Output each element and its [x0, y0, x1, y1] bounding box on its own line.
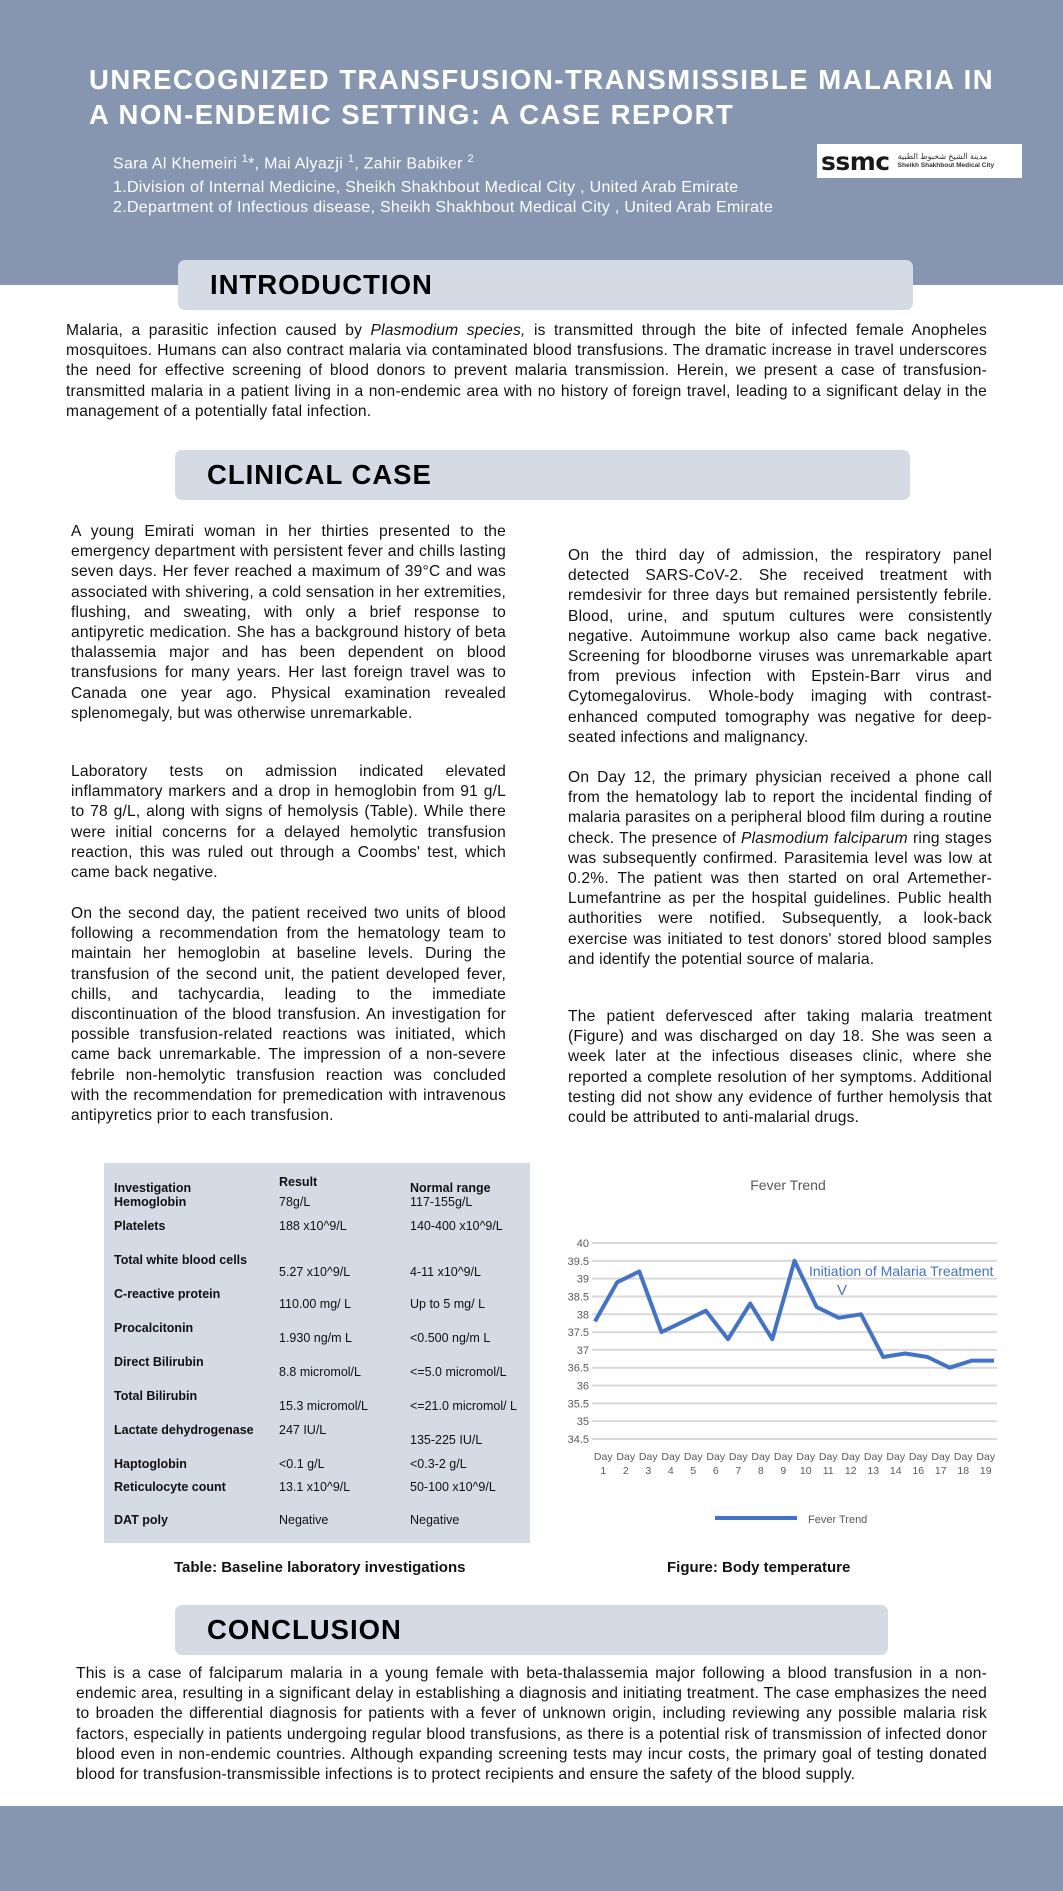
y-tick-label: 37 [576, 1344, 589, 1357]
clinical-case-heading-bar [175, 450, 910, 500]
affiliation-1: 1.Division of Internal Medicine, Sheikh Shakhbout Medical City , United Arab Emirate [113, 179, 739, 196]
table-header: Normal range [410, 1181, 491, 1195]
y-tick-label: 35.5 [567, 1398, 589, 1411]
table-row: Haptoglobin <0.1 g/L <0.3-2 g/L [114, 1457, 467, 1471]
case-paragraph-3: On the second day, the patient received two units of blood following a recommendation from the hematology team to maintain her hemoglobin at baseline levels. During the transfusion of the second unit, the patient developed fever, chills, and tachycardia, leading to the immediate discontinuation of the blood transfusion. An investigation for possible transfusion-related reactions was initiated, which came back unremarkable. The impression of a non-severe febrile non-hemolytic transfusion reaction was concluded with the recommendation for premedication with intravenous antipyretics prior to each transfusion. [71, 905, 506, 1125]
table-row: Direct Bilirubin 8.8 micromol/L <=5.0 micromol/L [114, 1355, 507, 1379]
y-tick-label: 39.5 [567, 1255, 589, 1268]
logo-arabic-text: مدينة الشيخ شخبوط الطبية [897, 152, 988, 161]
y-tick-labels [568, 1238, 589, 1446]
x-tick-label: Day 19 [976, 1451, 996, 1477]
x-tick-label: Day 6 [706, 1451, 726, 1477]
x-tick-label: Day 11 [818, 1451, 838, 1477]
author-affiliation-number: 1 [347, 153, 355, 165]
y-tick-label: 38 [576, 1309, 589, 1322]
x-tick-labels [594, 1451, 996, 1477]
fever-trend-chart [557, 1163, 1007, 1553]
y-tick-label: 37.5 [567, 1327, 589, 1340]
introduction-heading-bar [178, 260, 913, 310]
clinical-case-heading: CLINICAL CASE [207, 459, 432, 490]
chart-caption: Figure: Body temperature [667, 1559, 851, 1576]
table-row: Total white blood cells 5.27 x10^9/L 4-11 x10^9/L [114, 1253, 481, 1279]
x-tick-label: Day 7 [728, 1451, 748, 1477]
author-list: Sara Al Khemeiri $^1$*, Mai Alyazji $^1$, Zahir Babiker $^2$ [113, 153, 474, 173]
y-tick-label: 39 [576, 1273, 589, 1286]
species-name: Plasmodium falciparum [741, 829, 908, 847]
table-header-row [104, 1163, 530, 1195]
affiliation-2: 2.Department of Infectious disease, Sheikh Shakhbout Medical City , United Arab Emirate [113, 199, 774, 216]
x-tick-label: Day 3 [638, 1451, 658, 1477]
conclusion-heading-bar [175, 1605, 888, 1655]
case-paragraph-5: On Day 12, the primary physician received a phone call from the hematology lab to report the incidental finding of malaria parasites on a peripheral blood film during a routine check. The presence of Plasmodium falciparum ring stages was subsequently confirmed. Parasitemia level was low at 0.2%. The patient was then started on oral Artemether-Lumefantrine as per the hospital guidelines. Public health authorities were notified. Subsequently, a look-back exercise was initiated to test donors' stored blood samples and identify the potential source of malaria. [568, 769, 992, 968]
table-row: Procalcitonin 1.930 ng/m L <0.500 ng/m L [114, 1321, 491, 1345]
y-tick-label: 36.5 [567, 1362, 589, 1375]
conclusion-heading: CONCLUSION [207, 1614, 402, 1645]
footer-band [0, 1806, 1063, 1891]
y-tick-label: 34.5 [567, 1434, 589, 1446]
author-name: Zahir Babiker [363, 155, 463, 173]
logo-mark: ssmc [821, 146, 890, 176]
x-tick-label: Day 10 [796, 1451, 816, 1477]
x-tick-label: Day 9 [773, 1451, 793, 1477]
table-row: Hemoglobin 78g/L 117-155g/L [114, 1195, 473, 1209]
author-affiliation-number: 2 [467, 153, 474, 165]
table-row: C-reactive protein 110.00 mg/ L Up to 5 mg/ L [114, 1287, 486, 1311]
case-paragraph-2: Laboratory tests on admission indicated elevated inflammatory markers and a drop in hemoglobin from 91 g/L to 78 g/L, along with signs of hemolysis (Table). While there were initial concerns for a delayed hemolytic transfusion reaction, this was ruled out through a Coombs' test, which came back negative. [71, 763, 506, 882]
case-paragraph-4: On the third day of admission, the respiratory panel detected SARS-CoV-2. She received treatment with remdesivir for three days but remained persistently febrile. Blood, urine, and sputum cultures were consistently negative. Autoimmune workup also came back negative. Screening for bloodborne viruses was unremarkable apart from previous infection with Epstein-Barr virus and Cytomegalovirus. Whole-body imaging with contrast-enhanced computed tomography was negative for deep-seated infections and malignancy. [568, 547, 992, 746]
corresponding-author-mark: * [248, 155, 255, 173]
x-tick-label: Day 13 [863, 1451, 883, 1477]
annotation-text: Initiation of Malaria Treatment [809, 1263, 994, 1279]
x-tick-label: Day 16 [908, 1451, 928, 1477]
header-band [0, 0, 1063, 285]
ssmc-logo [817, 144, 1022, 178]
logo-english-text: Sheikh Shakhbout Medical City [897, 162, 995, 169]
chart-title: Fever Trend [750, 1177, 826, 1193]
conclusion-text: This is a case of falciparum malaria in a young female with beta-thalassemia major following a blood transfusion in a non-endemic area, resulting in a significant delay in establishing a diagnosis and initiating treatment. The case emphasizes the need to broaden the differential diagnosis for patients with a fever of unknown origin, including reviewing any possible malaria risk factors, especially in patients undergoing regular blood transfusions, as there is a potential risk of transmission of infected donor blood even in non-endemic countries. Although expanding screening tests may incur costs, the primary goal of testing donated blood for transfusion-transmissible infections is to protect recipients and ensure the safety of the blood supply. [76, 1665, 987, 1784]
case-paragraph-1: A young Emirati woman in her thirties presented to the emergency department with persistent fever and chills lasting seven days. Her fever reached a maximum of 39°C and was associated with shivering, a cold sensation in her extremities, flushing, and sweating, with only a brief response to antipyretic medication. She has a background history of beta thalassemia major and has been dependent on blood transfusions for many years. Her last foreign travel was to Canada one year ago. Physical examination revealed splenomegaly, but was otherwise unremarkable. [71, 523, 506, 722]
x-tick-label: Day 12 [841, 1451, 861, 1477]
table-row: Total Bilirubin 15.3 micromol/L <=21.0 micromol/ L [114, 1389, 517, 1413]
y-tick-label: 38.5 [567, 1291, 589, 1304]
lab-table [104, 1163, 530, 1543]
y-tick-label: 35 [576, 1416, 589, 1429]
author-name: Mai Alyazji [264, 155, 344, 173]
x-tick-label: Day 1 [593, 1451, 613, 1477]
introduction-text: Malaria, a parasitic infection caused by Plasmodium species, is transmitted through the bite of infected female Anopheles mosquitoes. Humans can also contract malaria via contaminated blood transfusions. The dramatic increase in travel underscores the need for effective screening of blood donors to prevent malaria transmission. Herein, we present a case of transfusion-transmitted malaria in a patient living in a non-endemic area with no history of foreign travel, leading to a significant delay in the management of a potentially fatal infection. [66, 322, 987, 420]
fever-chart-svg [557, 1163, 1007, 1553]
x-tick-label: Day 4 [661, 1451, 681, 1477]
table-header: Investigation [114, 1181, 192, 1195]
x-tick-label: Day 18 [953, 1451, 973, 1477]
table-row: Reticulocyte count 13.1 x10^9/L 50-100 x10^9/L [114, 1480, 496, 1494]
author-name: Sara Al Khemeiri [113, 155, 237, 173]
case-paragraph-6: The patient defervesced after taking malaria treatment (Figure) and was discharged on day 18. She was seen a week later at the infectious diseases clinic, where she reported a complete resolution of her symptoms. Additional testing did not show any evidence of further hemolysis that could be attributed to anti-malarial drugs. [568, 1008, 992, 1127]
x-tick-label: Day 5 [683, 1451, 703, 1477]
table-row: Lactate dehydrogenase 247 IU/L 135-225 IU/L [114, 1423, 483, 1447]
x-tick-label: Day 14 [886, 1451, 906, 1477]
annotation-marker: V [836, 1282, 848, 1299]
table-header: Result [279, 1175, 318, 1189]
y-tick-label: 36 [576, 1380, 589, 1393]
x-tick-label: Day 8 [751, 1451, 771, 1477]
table-row: Platelets 188 x10^9/L 140-400 x10^9/L [114, 1219, 503, 1233]
poster-title: UNRECOGNIZED TRANSFUSION-TRANSMISSIBLE MALARIA IN A NON-ENDEMIC SETTING: A CASE REPORT [89, 64, 995, 130]
x-tick-label: Day 2 [616, 1451, 636, 1477]
introduction-heading: INTRODUCTION [210, 269, 433, 300]
x-tick-label: Day 17 [931, 1451, 951, 1477]
y-tick-label: 40 [576, 1238, 589, 1250]
table-row: DAT poly Negative Negative [114, 1513, 460, 1527]
species-name: Plasmodium species, [370, 322, 526, 339]
legend-label: Fever Trend [808, 1514, 868, 1526]
table-caption: Table: Baseline laboratory investigations [174, 1559, 466, 1576]
author-affiliation-number: 1 [241, 153, 249, 165]
